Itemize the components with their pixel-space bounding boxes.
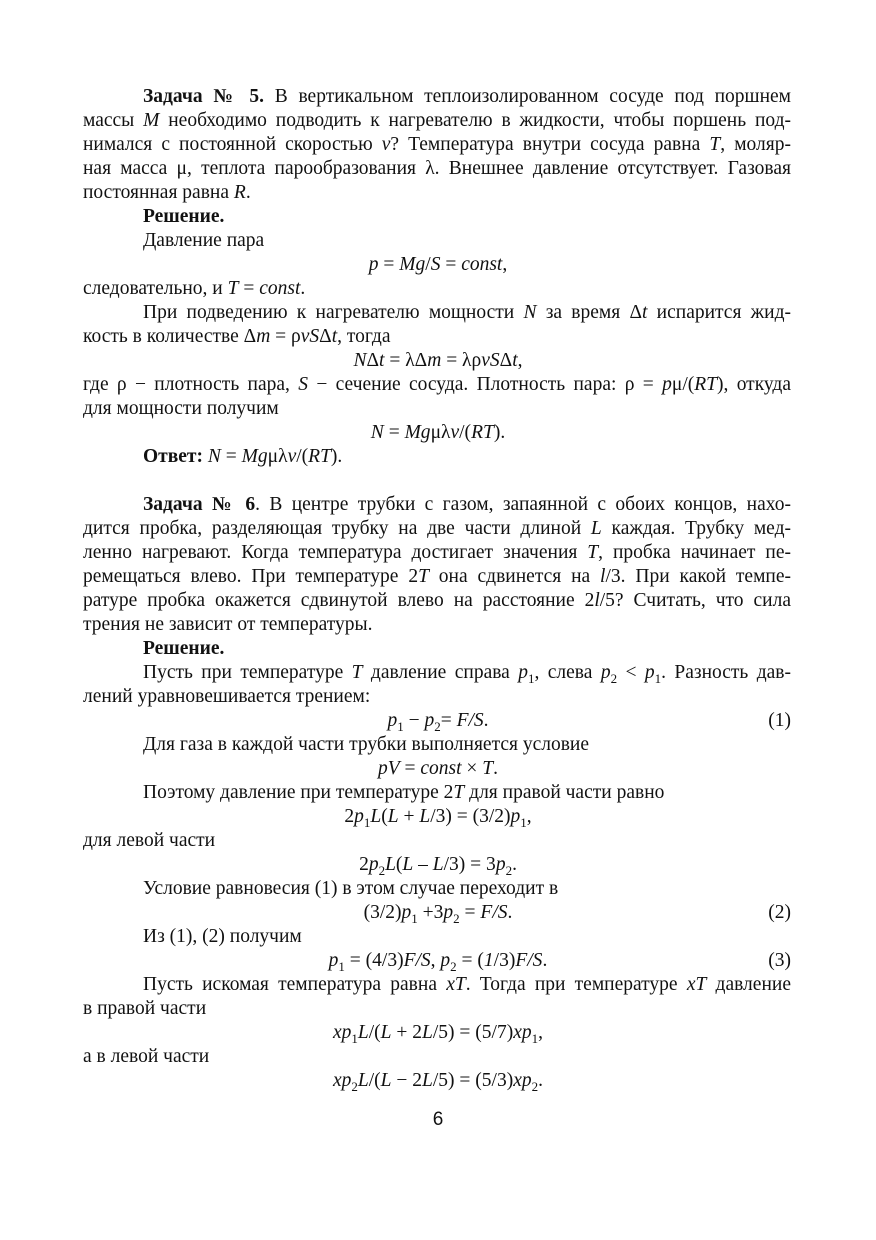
task6-eq-xleft: $xp_2L/(L - 2L/5) = (5/3)xp_2$. [332, 1070, 543, 1094]
task6-left-part-label-2: а в левой части [83, 1046, 210, 1067]
task5-power-line-1: При подведению к нагревателю мощности N за время Δt испарится жид- [143, 302, 791, 323]
task6-gas-condition: Для газа в каждой части трубки выполняется условие [143, 734, 590, 755]
task6-let-line-1: Пусть при температуре T давление справа $p_1$, слева $p_2 < p_1$. Разность дав- [143, 662, 791, 686]
task6-let-line-2: лений уравновешивается трением: [83, 686, 371, 707]
task5-density-line-1: где ρ − плотность пара, S − сечение сосуда. Плотность пара: ρ = pμ/(RT), откуда [83, 374, 792, 395]
task6-eq-xright: $xp_1L/(L + 2L/5) = (5/7)xp_1$, [332, 1022, 543, 1046]
task6-eq3-number: (3) [768, 950, 791, 971]
task6-line-2: дится пробка, разделяющая трубку на две части длиной L каждая. Трубку мед- [83, 518, 791, 539]
task6-right-part-text: Поэтому давление при температуре 2T для правой части равно [143, 782, 665, 803]
task6-solution-label: Решение. [143, 638, 225, 659]
task5-eq-power-balance: NΔt = λΔm = λρvSΔt, [353, 350, 523, 371]
task6-line-5: ратуре пробка окажется сдвинутой влево на расстояние 2l/5? Считать, что сила [83, 590, 791, 611]
task5-eq-power: N = Mgμλv/(RT). [370, 422, 506, 443]
task5-answer-label: Ответ: [143, 446, 204, 467]
task5-solution-label: Решение. [143, 206, 225, 227]
task5-line-2: массы M необходимо подводить к нагревателю в жидкости, чтобы поршень под- [83, 110, 791, 131]
task5-line-3: нимался с постоянной скоростью v? Температура внутри сосуда равна T, моляр- [83, 134, 791, 155]
task5-answer: Ответ: N = Mgμλv/(RT). [143, 446, 343, 467]
task6-unknown-line-2: в правой части [83, 998, 207, 1019]
task5-power-line-2: кость в количестве Δm = ρvSΔt, тогда [83, 326, 391, 347]
page-number: 6 [432, 1109, 444, 1130]
task5-steam-intro: Давление пара [143, 230, 265, 251]
task6-eq3: $p_1 = (4/3)F/S$, $p_2 = (1/3)F/S$. [328, 950, 548, 974]
task5-line-4: ная масса μ, теплота парообразования λ. Внешнее давление отсутствует. Газовая [83, 158, 791, 179]
task5-density-line-2: для мощности получим [83, 398, 279, 419]
task6-unknown-line-1: Пусть искомая температура равна xT. Тогда при температуре xT давление [143, 974, 791, 995]
task6-from-text: Из (1), (2) получим [143, 926, 302, 947]
task5-title: Задача № 5. [143, 86, 265, 107]
task6-line-1: Задача № 6. В центре трубки с газом, запаянной с обоих концов, нахо- [143, 494, 791, 515]
task5-line-1: Задача № 5. В вертикальном теплоизолированном сосуде под поршнем [143, 86, 792, 107]
task6-eq-pv: pV = const × T. [377, 758, 499, 779]
task6-eq-right: $2p_1L(L + L/3) = (3/2)p_1$, [344, 806, 532, 830]
task6-left-part-label: для левой части [83, 830, 216, 851]
task6-line-3: ленно нагревают. Когда температура достигает значения T, пробка начинает пе- [83, 542, 791, 563]
task6-eq2: $(3/2)p_1 +3p_2 = F/S$. [363, 902, 513, 926]
task6-line-6: трения не зависит от температуры. [83, 614, 373, 635]
task5-eq-pressure: p = Mg/S = const, [368, 254, 508, 275]
task5-line-5: постоянная равна R. [83, 182, 251, 203]
task6-eq-left: $2p_2L(L - L/3) = 3p_2$. [359, 854, 517, 878]
task6-equilibrium-text: Условие равновесия (1) в этом случае переходит в [143, 878, 559, 899]
task6-title: Задача № 6 [143, 494, 256, 515]
task6-eq1: $p_1 - p_2= F/S$. [387, 710, 489, 734]
task5-consequently: следовательно, и T = const. [83, 278, 306, 299]
task6-line-4: ремещаться влево. При температуре 2T она сдвинется на l/3. При какой темпе- [83, 566, 791, 587]
task6-eq1-number: (1) [768, 710, 791, 731]
task6-eq2-number: (2) [768, 902, 791, 923]
